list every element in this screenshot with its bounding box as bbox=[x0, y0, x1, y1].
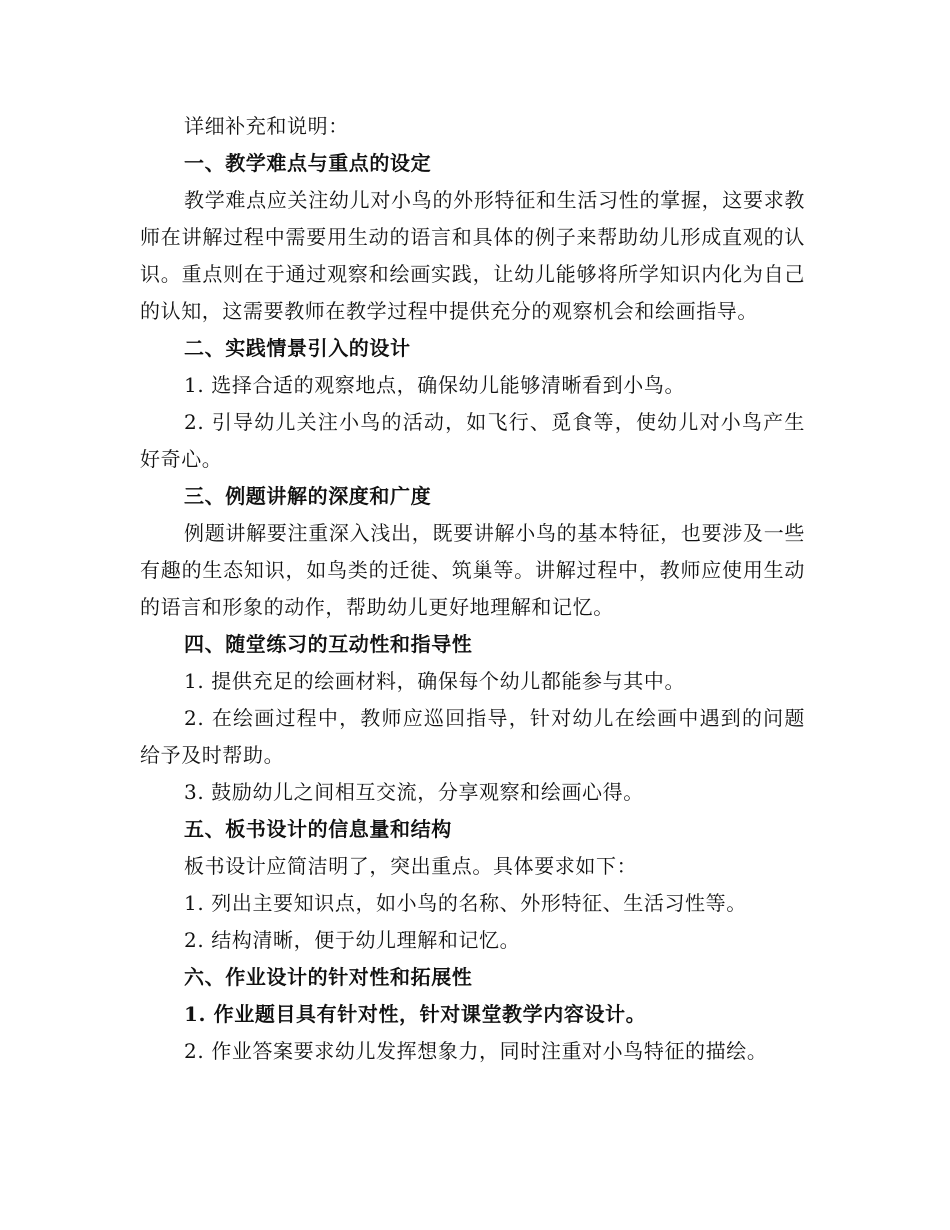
section-heading-3: 三、例题讲解的深度和广度 bbox=[184, 484, 432, 508]
list-item: 1. 提供充足的绘画材料，确保每个幼儿都能参与其中。 bbox=[184, 669, 686, 693]
section-heading-6: 六、作业设计的针对性和拓展性 bbox=[184, 965, 473, 989]
section-heading-4: 四、随堂练习的互动性和指导性 bbox=[184, 632, 473, 656]
section-intro-5: 板书设计应简洁明了，突出重点。具体要求如下： bbox=[184, 854, 638, 878]
list-item: 3. 鼓励幼儿之间相互交流，分享观察和绘画心得。 bbox=[184, 780, 644, 804]
section-heading-2: 二、实践情景引入的设计 bbox=[184, 336, 411, 360]
section-heading-1: 一、教学难点与重点的设定 bbox=[184, 151, 432, 175]
section-paragraph-3: 例题讲解要注重深入浅出，既要讲解小鸟的基本特征，也要涉及一些有趣的生态知识，如鸟类的迁徙、筑巢等。讲解过程中，教师应使用生动的语言和形象的动作，帮助幼儿更好地理解和记忆。 bbox=[140, 521, 805, 619]
document-body bbox=[140, 108, 805, 1070]
list-item: 1. 选择合适的观察地点，确保幼儿能够清晰看到小鸟。 bbox=[184, 373, 686, 397]
list-item: 1. 作业题目具有针对性，针对课堂教学内容设计。 bbox=[184, 1002, 647, 1026]
list-item: 1. 列出主要知识点，如小鸟的名称、外形特征、生活习性等。 bbox=[184, 891, 747, 915]
list-item: 2. 在绘画过程中，教师应巡回指导，针对幼儿在绘画中遇到的问题给予及时帮助。 bbox=[140, 706, 805, 767]
list-item: 2. 引导幼儿关注小鸟的活动，如飞行、觅食等，使幼儿对小鸟产生好奇心。 bbox=[140, 410, 805, 471]
list-item: 2. 结构清晰，便于幼儿理解和记忆。 bbox=[184, 928, 521, 952]
section-paragraph-1: 教学难点应关注幼儿对小鸟的外形特征和生活习性的掌握，这要求教师在讲解过程中需要用生动的语言和具体的例子来帮助幼儿形成直观的认识。重点则在于通过观察和绘画实践，让幼儿能够将所学知识内化为自己的认知，这需要教师在教学过程中提供充分的观察机会和绘画指导。 bbox=[140, 188, 805, 323]
list-item: 2. 作业答案要求幼儿发挥想象力，同时注重对小鸟特征的描绘。 bbox=[184, 1039, 768, 1063]
section-heading-5: 五、板书设计的信息量和结构 bbox=[184, 817, 452, 841]
intro-text: 详细补充和说明： bbox=[184, 114, 349, 138]
